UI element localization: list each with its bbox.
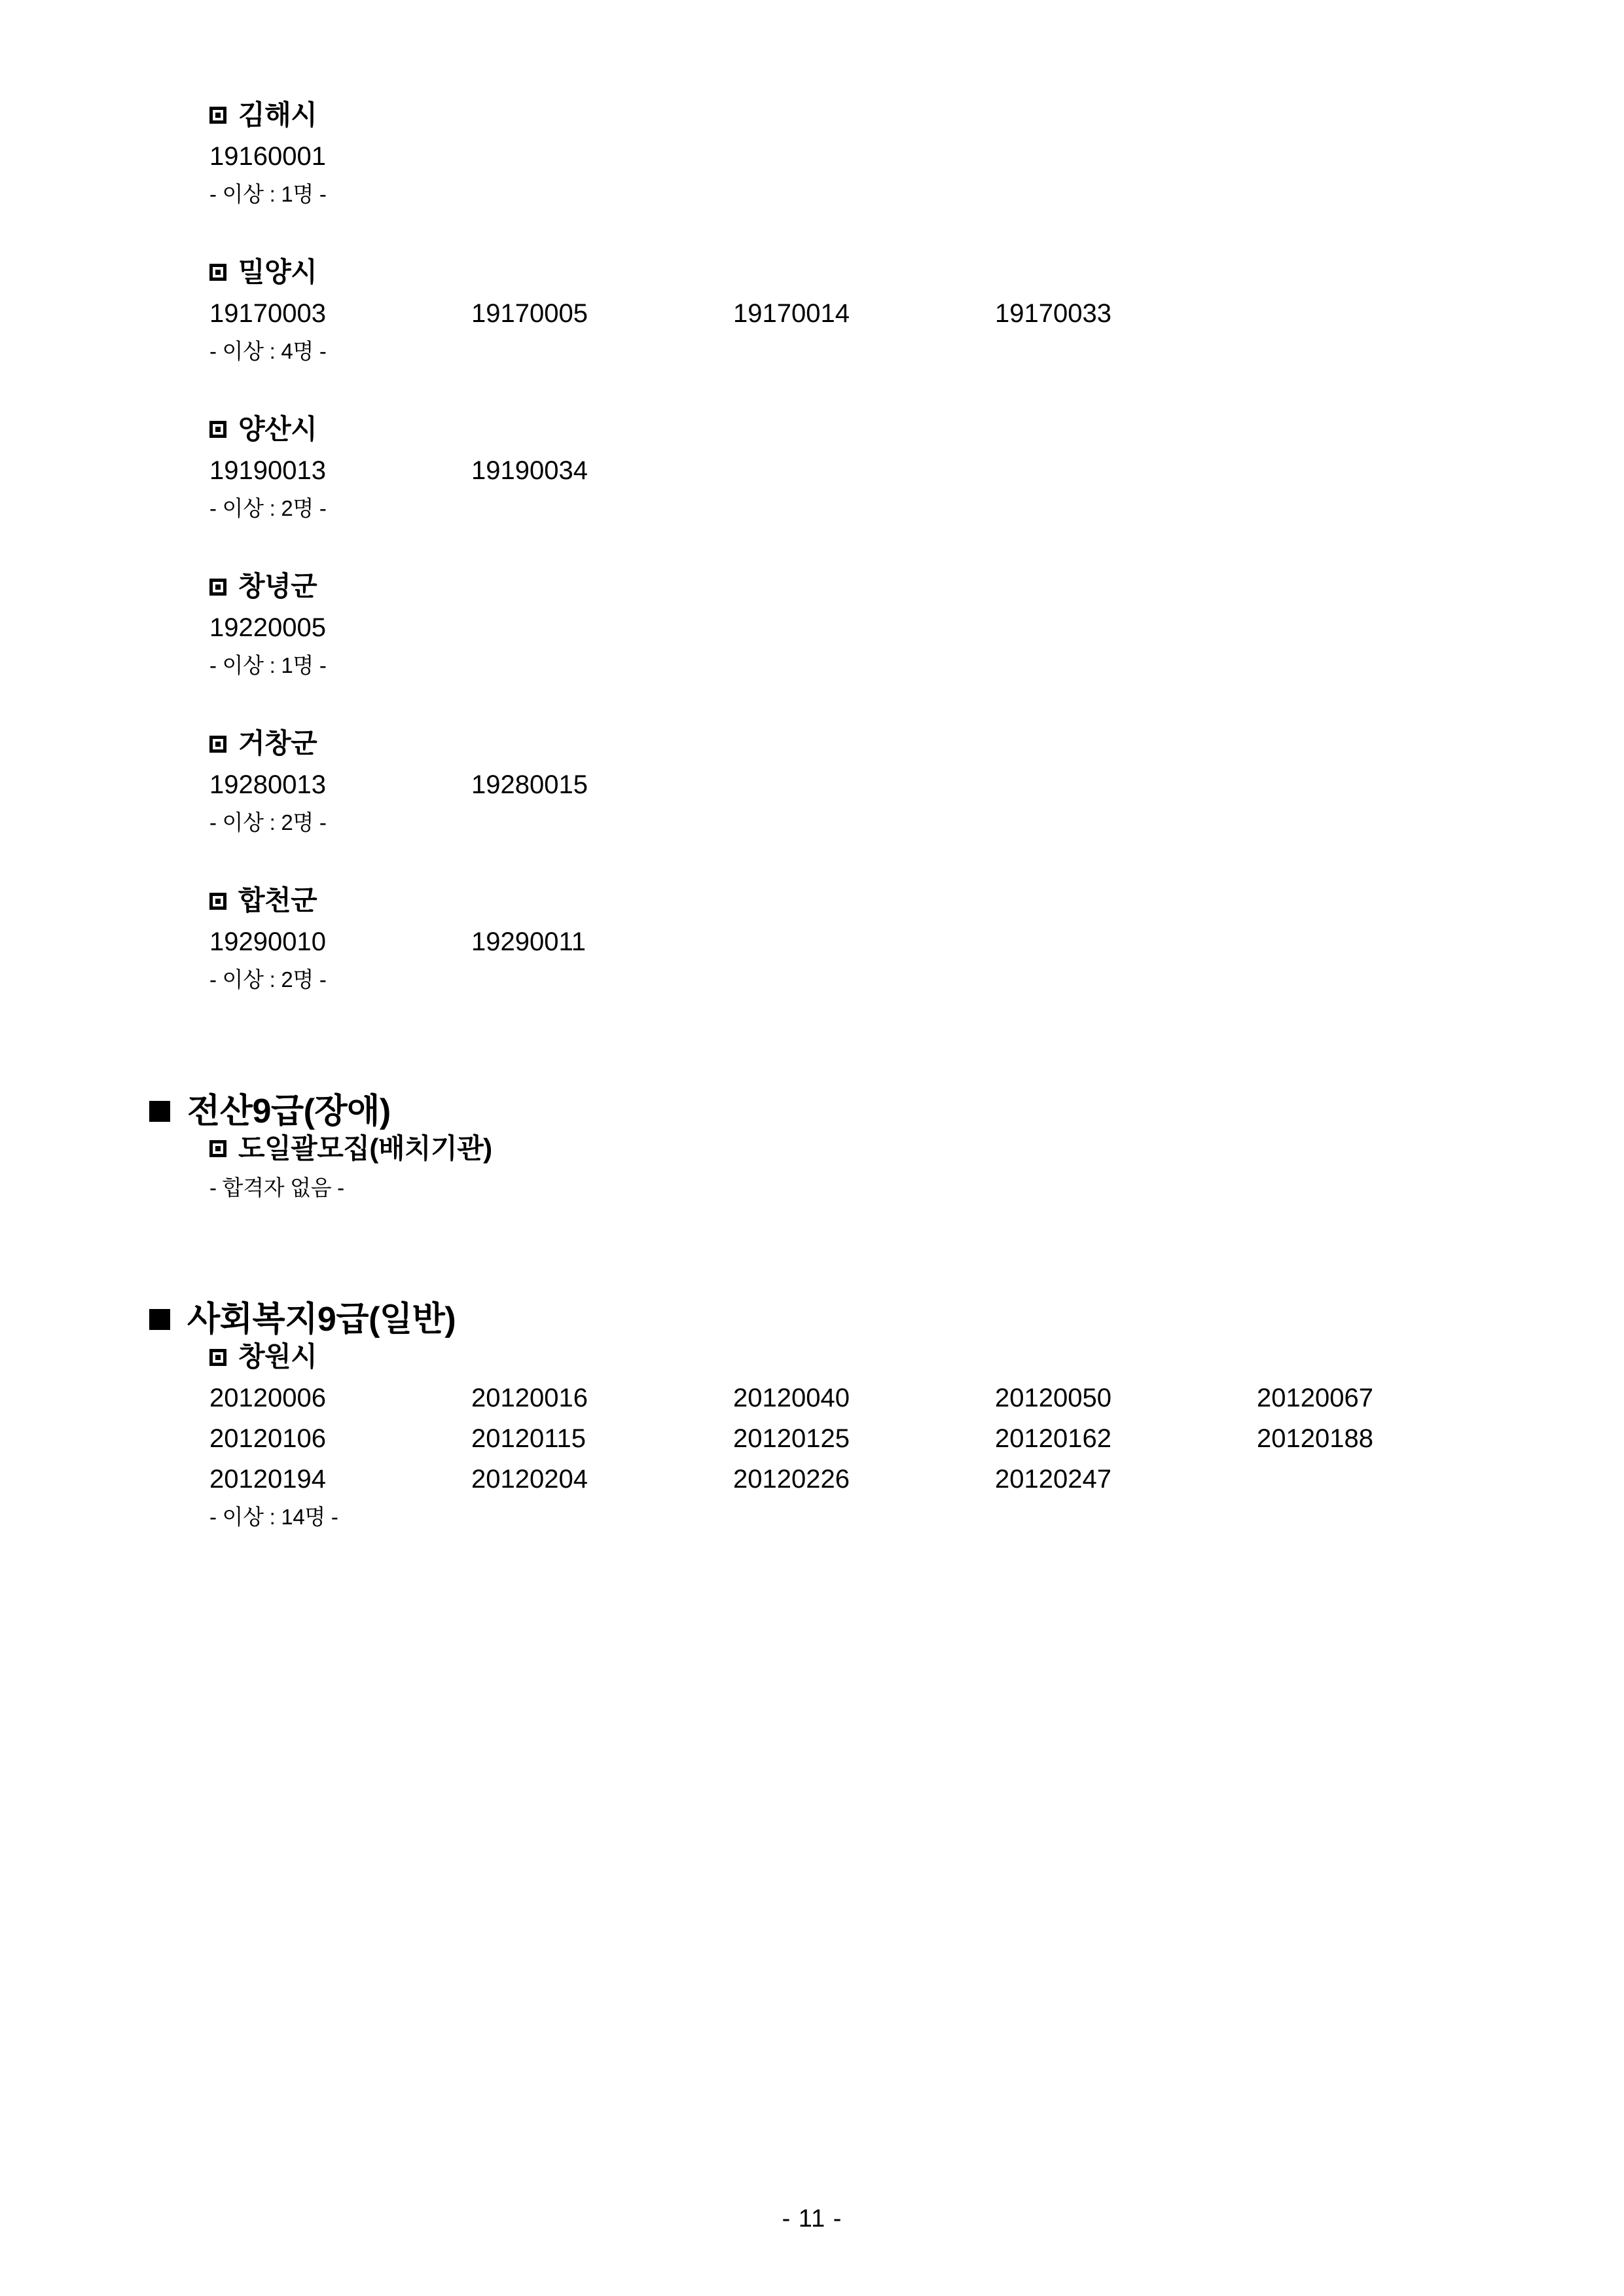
applicant-number: 20120106 — [209, 1424, 326, 1453]
org-name: 김해시 — [238, 99, 317, 130]
section-social-welfare-grade9-general — [131, 1299, 1493, 1530]
applicant-number: 19170033 — [995, 298, 1111, 328]
org-block-miryang — [131, 255, 1493, 364]
applicant-number: 20120247 — [995, 1464, 1111, 1494]
org-heading — [209, 726, 1493, 761]
solid-square-icon — [149, 1101, 170, 1122]
section-title: 전산9급(장애) — [187, 1092, 391, 1130]
number-list — [209, 455, 1493, 486]
org-name: 도일괄모집(배치기관) — [238, 1132, 492, 1164]
org-block-province-batch — [131, 1132, 1493, 1201]
applicant-number: 19290010 — [209, 927, 326, 956]
applicant-number: 20120226 — [733, 1464, 850, 1494]
section-heading — [149, 1299, 1493, 1340]
org-heading — [209, 412, 1493, 447]
applicant-number: 20120194 — [209, 1464, 326, 1494]
org-heading — [209, 569, 1493, 604]
org-heading — [209, 1132, 1493, 1166]
org-name: 거창군 — [238, 728, 317, 759]
applicant-number: 19170003 — [209, 298, 326, 328]
applicant-number: 19160001 — [209, 141, 326, 171]
applicant-number: 20120115 — [471, 1424, 586, 1453]
number-list — [209, 141, 1493, 172]
applicant-number: 20120040 — [733, 1383, 850, 1412]
org-heading — [209, 884, 1493, 918]
applicant-number: 19290011 — [471, 927, 586, 956]
spacer — [131, 364, 1493, 412]
org-block-changnyeong — [131, 569, 1493, 678]
section-title: 사회복지9급(일반) — [187, 1300, 456, 1339]
spacer — [131, 993, 1493, 1091]
org-block-yangsan — [131, 412, 1493, 521]
number-list — [209, 298, 1493, 329]
number-list — [209, 1382, 1493, 1495]
spacer — [131, 678, 1493, 726]
number-list — [209, 926, 1493, 958]
org-name: 밀양시 — [238, 257, 317, 288]
org-summary: - 이상 : 1명 - — [209, 181, 327, 206]
filled-square-icon — [209, 893, 226, 910]
org-block-changwon — [131, 1340, 1493, 1530]
filled-square-icon — [209, 421, 226, 438]
section-heading — [149, 1091, 1493, 1132]
applicant-number: 20120050 — [995, 1383, 1111, 1412]
filled-square-icon — [209, 736, 226, 753]
org-summary: - 이상 : 2명 - — [209, 810, 327, 834]
org-summary: - 이상 : 1명 - — [209, 653, 327, 677]
applicant-number: 20120067 — [1257, 1383, 1373, 1412]
applicant-number: 20120204 — [471, 1464, 588, 1494]
number-list — [209, 612, 1493, 643]
org-summary: - 이상 : 2명 - — [209, 495, 327, 520]
applicant-number: 20120016 — [471, 1383, 588, 1412]
spacer — [131, 835, 1493, 884]
number-list — [209, 769, 1493, 800]
solid-square-icon — [149, 1309, 170, 1330]
applicant-number: 20120006 — [209, 1383, 326, 1412]
filled-square-icon — [209, 107, 226, 124]
org-block-gimhae — [131, 98, 1493, 207]
spacer — [131, 521, 1493, 569]
org-heading — [209, 98, 1493, 133]
section-a — [131, 98, 1493, 993]
applicant-number: 20120162 — [995, 1424, 1111, 1453]
org-summary: - 이상 : 2명 - — [209, 967, 327, 992]
applicant-number: 20120188 — [1257, 1424, 1373, 1453]
applicant-number: 20120125 — [733, 1424, 850, 1453]
org-heading — [209, 255, 1493, 290]
org-name: 양산시 — [238, 414, 317, 445]
org-block-geochang — [131, 726, 1493, 835]
applicant-number: 19280015 — [471, 770, 588, 799]
org-summary: - 이상 : 14명 - — [209, 1504, 338, 1529]
applicant-number: 19190013 — [209, 456, 326, 485]
page-number: - 11 - — [782, 2205, 842, 2233]
applicant-number: 19190034 — [471, 456, 588, 485]
applicant-number: 19280013 — [209, 770, 326, 799]
filled-square-icon — [209, 1140, 226, 1157]
spacer — [131, 207, 1493, 255]
org-heading — [209, 1340, 1493, 1374]
applicant-number: 19220005 — [209, 613, 326, 642]
org-summary: - 이상 : 4명 - — [209, 338, 327, 363]
applicant-number: 19170014 — [733, 298, 850, 328]
filled-square-icon — [209, 579, 226, 596]
spacer — [131, 1201, 1493, 1299]
org-name: 창원시 — [238, 1341, 317, 1372]
org-name: 창녕군 — [238, 571, 317, 602]
filled-square-icon — [209, 264, 226, 281]
org-name: 합천군 — [238, 885, 317, 916]
filled-square-icon — [209, 1349, 226, 1366]
org-summary: - 합격자 없음 - — [209, 1175, 344, 1200]
applicant-number: 19170005 — [471, 298, 588, 328]
org-block-hapcheon — [131, 884, 1493, 992]
section-computer-grade9-disabled — [131, 1091, 1493, 1201]
